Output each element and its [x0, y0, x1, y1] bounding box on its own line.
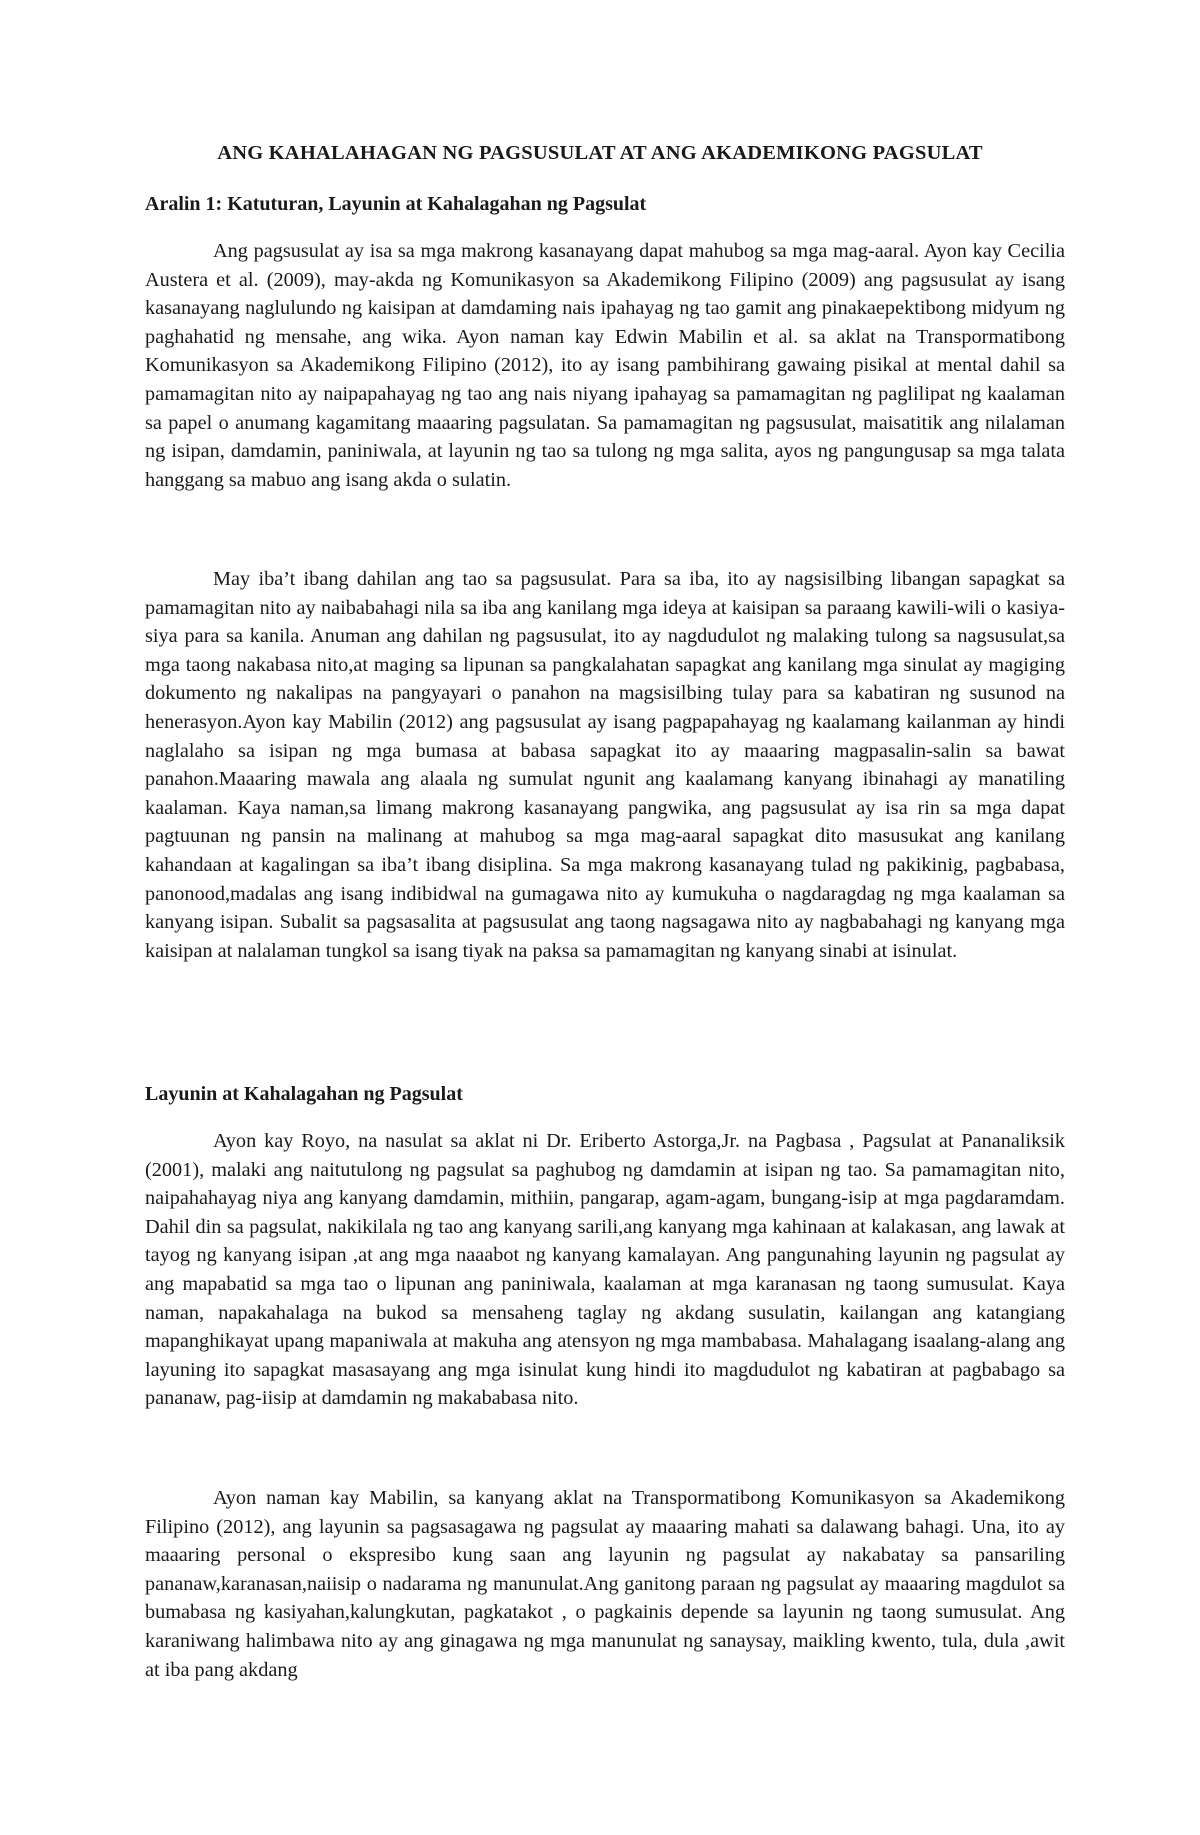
section-heading: Layunin at Kahalagahan ng Pagsulat: [145, 1083, 463, 1105]
lesson-heading: Aralin 1: Katuturan, Layunin at Kahalagahan ng Pagsulat: [145, 193, 647, 215]
document-title: ANG KAHALAHAGAN NG PAGSUSULAT AT ANG AKADEMIKONG PAGSULAT: [217, 142, 983, 164]
paragraph-mabilin: Ayon naman kay Mabilin, sa kanyang aklat na Transpormatibong Komunikasyon sa Akademikong Filipino (2012), ang layunin sa pagsasagawa ng pagsulat ay maaaring mahati sa dalawang bahagi. Una, ito ay maaaring personal o ekspresibo kung saan ang layunin ng pagsulat ay nakabatay sa pansariling pananaw,karanasan,naiisip o nadarama ng manunulat.Ang ganitong paraan ng pagsulat ay maaaring magdulot sa bumabasa ng kasiyahan,kalungkutan, pagkatakot , o pagkainis depende sa layunin ng taong sumusulat. Ang karaniwang halimbawa nito ay ang ginagawa ng mga manunulat ng sanaysay, maikling kwento, tula, dula ,awit at iba pang akdang: [145, 1487, 1065, 1681]
paragraph-royo: Ayon kay Royo, na nasulat sa aklat ni Dr. Eriberto Astorga,Jr. na Pagbasa , Pagsulat at Pananaliksik (2001), malaki ang naitutulong ng pagsulat sa paghubog ng damdamin at isipan ng tao. Sa pamamagitan nito, naipahahayag niya ang kanyang damdamin, mithiin, pangarap, agam-agam, bungang-isip at mga pagdaramdam. Dahil din sa pagsulat, nakikilala ng tao ang kanyang sarili,ang kanyang mga kahinaan at kalakasan, ang lawak at tayog ng kanyang isipan ,at ang mga naaabot ng kanyang kamalayan. Ang pangunahing layunin ng pagsulat ay ang mapabatid sa mga tao o lipunan ang paniniwala, kaalaman at mga karanasan ng taong sumusulat. Kaya naman, napakahalaga na bukod sa mensaheng taglay ng akdang susulatin, kailangan ang katangiang mapanghikayat upang mapaniwala at makuha ang atensyon ng mga mambabasa. Mahalagang isaalang-alang ang layuning ito sapagkat masasayang ang mga isinulat kung hindi ito magdudulot ng kabatiran at pagbabago sa pananaw, pag-iisip at damdamin ng makababasa nito.: [145, 1130, 1065, 1410]
paragraph-reasons: May iba’t ibang dahilan ang tao sa pagsusulat. Para sa iba, ito ay nagsisilbing libangan sapagkat sa pamamagitan nito ay naibabahagi nila sa iba ang kanilang mga ideya at kaisipan sa paraang kawili-wili o kasiya-siya para sa kanila. Anuman ang dahilan ng pagsusulat, ito ay nagdudulot ng malaking tulong sa nagsusulat,sa mga taong nakabasa nito,at maging sa lipunan sa pangkalahatan sapagkat ang kanilang mga sinulat ay magiging dokumento ng nakalipas na pangyayari o panahon na magsisilbing tulay para sa kabatiran ng susunod na henerasyon.Ayon kay Mabilin (2012) ang pagsusulat ay isang pagpapahayag ng kaalamang kailanman ay hindi naglalaho sa isipan ng mga bumasa at babasa sapagkat ito ay maaaring magpasalin-salin sa bawat panahon.Maaaring mawala ang alaala ng sumulat ngunit ang kaalamang kanyang ibinahagi ay manatiling kaalaman. Kaya naman,sa limang makrong kasanayang pangwika, ang pagsusulat ay isa rin sa mga dapat pagtuunan ng pansin na malinang at mahubog sa mga mag-aaral sapagkat dito masusukat ang kanilang kahandaan at kagalingan sa iba’t ibang disiplina. Sa mga makrong kasanayang tulad ng pakikinig, pagbabasa, panonood,madalas ang isang indibidwal na gumagawa nito ay kumukuha o nagdaragdag ng mga kaalaman sa kanyang isipan. Subalit sa pagsasalita at pagsusulat ang taong nagsagawa nito ay nagbabahagi ng kanyang mga kaisipan at nalalaman tungkol sa isang tiyak na paksa sa pamamagitan ng kanyang sinabi at isinulat.: [145, 568, 1065, 962]
paragraph-definition: Ang pagsusulat ay isa sa mga makrong kasanayang dapat mahubog sa mga mag-aaral. Ayon kay Cecilia Austera et al. (2009), may-akda ng Komunikasyon sa Akademikong Filipino (2009) ang pagsusulat ay isang kasanayang naglulundo ng kaisipan at damdaming nais ipahayag ng tao gamit ang pinakaepektibong midyum ng paghahatid ng mensahe, ang wika. Ayon naman kay Edwin Mabilin et al. sa aklat na Transpormatibong Komunikasyon sa Akademikong Filipino (2012), ito ay isang pambihirang gawaing pisikal at mental dahil sa pamamagitan nito ay naipapahayag ng tao ang nais niyang ipahayag sa pamamagitan ng paglilipat ng kaalaman sa papel o anumang kagamitang maaaring pagsulatan. Sa pamamagitan ng pagsusulat, maisatitik ang nilalaman ng isipan, damdamin, paniniwala, at layunin ng tao sa tulong ng mga salita, ayos ng pangungusap sa mga talata hanggang sa mabuo ang isang akda o sulatin.: [145, 240, 1065, 491]
